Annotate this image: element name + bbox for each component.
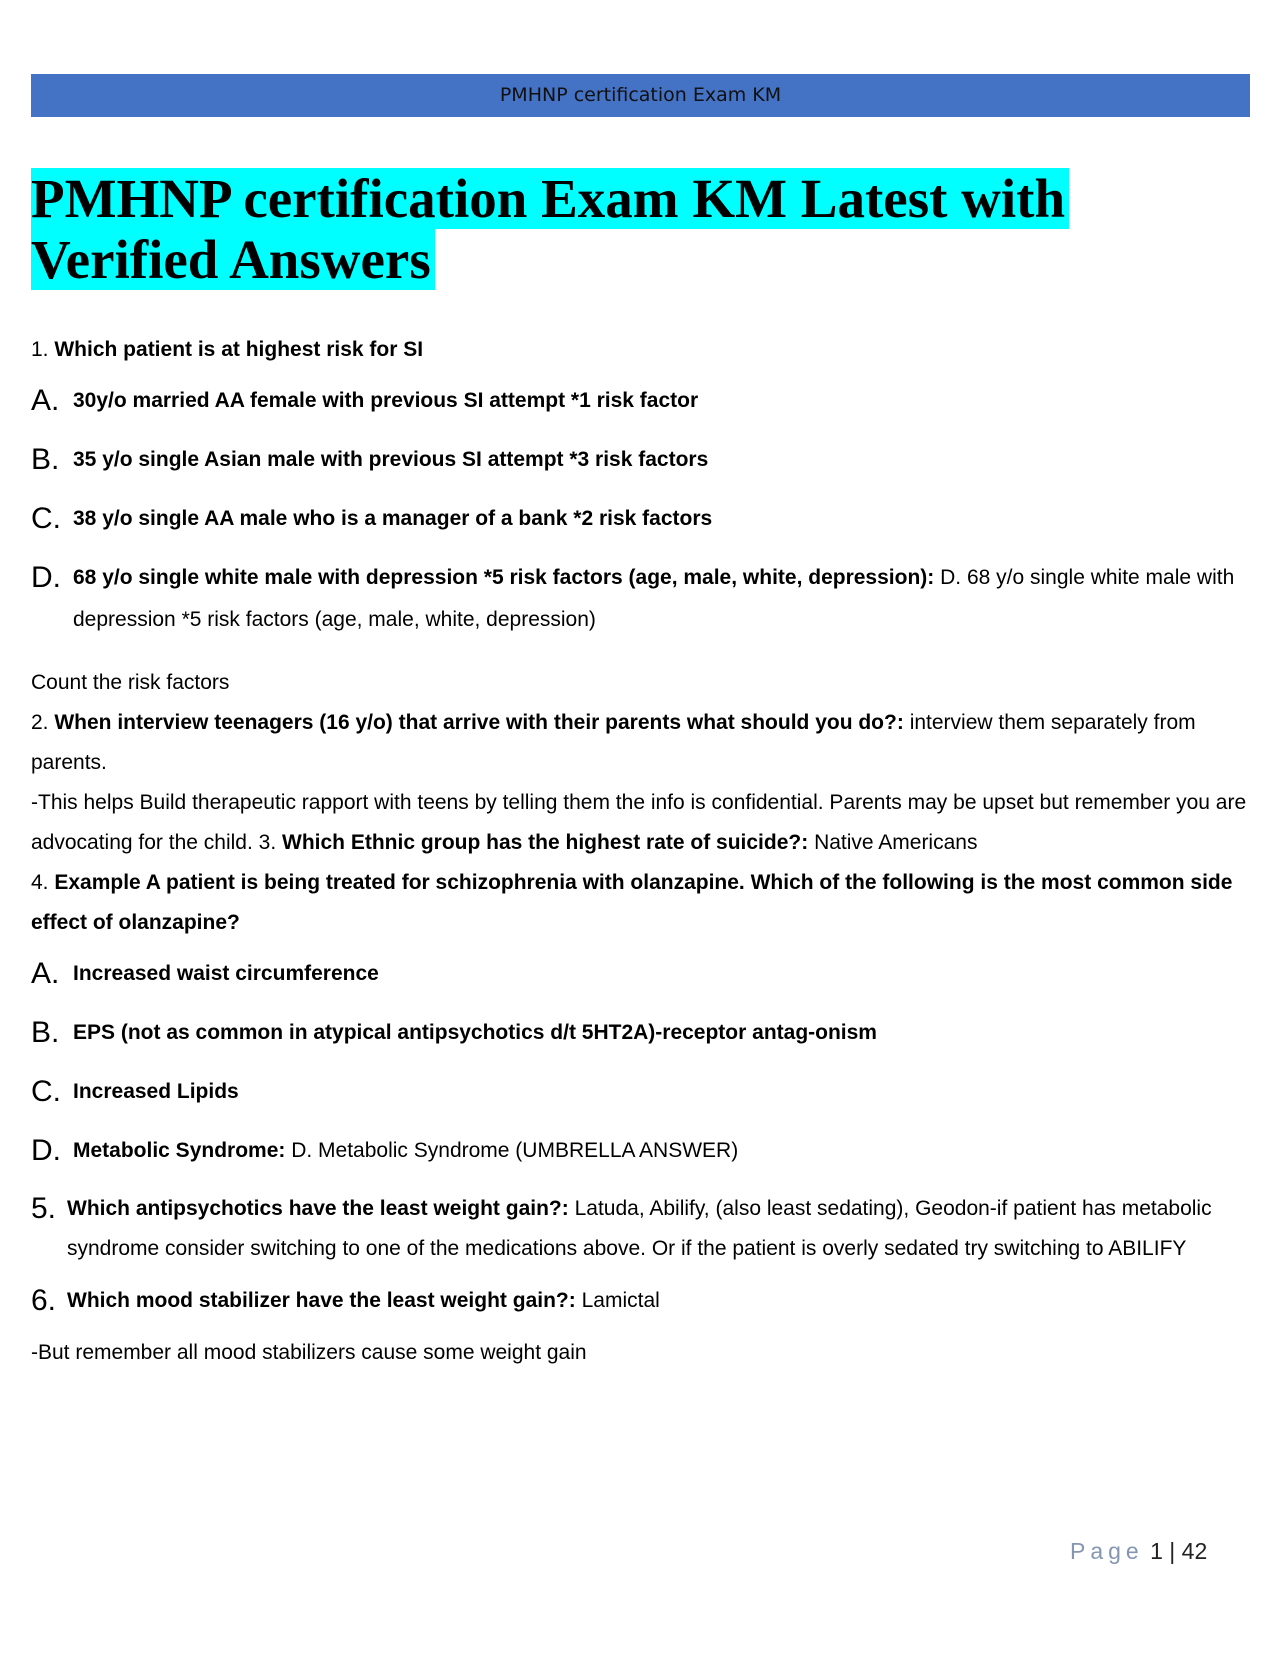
question-6-text: Which mood stabilizer have the least weight gain?: bbox=[67, 1289, 576, 1312]
q1-option-c: C. 38 y/o single AA male who is a manager of a bank *2 risk factors bbox=[31, 498, 1250, 540]
q1-answer: D. 68 y/o single white male with depression *5 risk factors (age, male, white, depression) bbox=[73, 566, 1235, 631]
question-2: 2. When interview teenagers (16 y/o) that arrive with their parents what should you do?: interview them separately from parents. bbox=[31, 711, 1196, 774]
q4-option-c: C. Increased Lipids bbox=[31, 1071, 1250, 1113]
option-letter: B. bbox=[31, 443, 60, 476]
document-body bbox=[31, 330, 1250, 1373]
q6-note: -But remember all mood stabilizers cause some weight gain bbox=[31, 1341, 587, 1364]
document-title bbox=[31, 168, 1250, 290]
option-letter: D. bbox=[31, 561, 61, 594]
total-pages: 42 bbox=[1181, 1538, 1208, 1564]
question-2-text: When interview teenagers (16 y/o) that arrive with their parents what should you do?: bbox=[54, 711, 904, 734]
page-separator: | bbox=[1169, 1538, 1176, 1564]
question-5-text: Which antipsychotics have the least weight gain?: bbox=[67, 1197, 569, 1220]
question-3-text: Which Ethnic group has the highest rate of suicide?: bbox=[282, 831, 809, 854]
q4-option-b: B. EPS (not as common in atypical antipsychotics d/t 5HT2A)-receptor antag-onism bbox=[31, 1012, 1250, 1054]
current-page: 1 bbox=[1150, 1538, 1163, 1564]
question-4-text: Example A patient is being treated for schizophrenia with olanzapine. Which of the following is the most common side effect of olanzapine? bbox=[31, 871, 1233, 934]
q4-option-a: A. Increased waist circumference bbox=[31, 953, 1250, 995]
option-letter: C. bbox=[31, 1075, 61, 1108]
question-number: 5. bbox=[31, 1192, 57, 1225]
question-1: 1. Which patient is at highest risk for SI bbox=[31, 338, 424, 361]
question-number: 6. bbox=[31, 1284, 57, 1317]
page-header: PMHNP certification Exam KM bbox=[31, 74, 1250, 117]
option-letter: A. bbox=[31, 384, 60, 417]
page-number-footer bbox=[1070, 1538, 1207, 1565]
page-label: Page bbox=[1070, 1538, 1144, 1564]
title-line-2: Verified Answers bbox=[31, 229, 435, 290]
option-letter: C. bbox=[31, 502, 61, 535]
question-6 bbox=[31, 1281, 1250, 1321]
q1-note: Count the risk factors bbox=[31, 671, 230, 694]
q4-option-d: D. Metabolic Syndrome: D. Metabolic Syndrome (UMBRELLA ANSWER) bbox=[31, 1130, 1250, 1172]
question-5 bbox=[31, 1189, 1250, 1269]
q3-answer: Native Americans bbox=[814, 831, 978, 854]
q4-answer: D. Metabolic Syndrome (UMBRELLA ANSWER) bbox=[291, 1139, 739, 1162]
option-letter: B. bbox=[31, 1016, 60, 1049]
q1-option-b: B. 35 y/o single Asian male with previous SI attempt *3 risk factors bbox=[31, 439, 1250, 481]
option-letter: A. bbox=[31, 957, 60, 990]
q2-note: -This helps Build therapeutic rapport with teens by telling them the info is confidential. Parents may be upset but remember you are advocating for the child. bbox=[31, 791, 1247, 854]
q5-answer: Latuda, Abilify, (also least sedating), Geodon-if patient has metabolic syndrome consider switching to one of the medications above. Or if the patient is overly sedated try switching to ABILIFY bbox=[67, 1197, 1212, 1260]
option-letter: D. bbox=[31, 1134, 61, 1167]
q2-answer: interview them separately from parents. bbox=[31, 711, 1196, 774]
q2-note-paragraph: -This helps Build therapeutic rapport with teens by telling them the info is confidential. Parents may be upset but remember you are advocating for the child. 3. Which Ethnic group has the highest rate of suicide?: Native Americans bbox=[31, 791, 1247, 854]
question-4: 4. Example A patient is being treated for schizophrenia with olanzapine. Which of the following is the most common side effect of olanzapine? bbox=[31, 871, 1233, 934]
q1-option-a: A. 30y/o married AA female with previous SI attempt *1 risk factor bbox=[31, 380, 1250, 422]
question-1-text: Which patient is at highest risk for SI bbox=[54, 338, 424, 361]
q1-option-d: D. 68 y/o single white male with depression *5 risk factors (age, male, white, depression): D. 68 y/o single white male with depression *5 risk factors (age, male, white, depression) bbox=[31, 557, 1250, 641]
title-line-1: PMHNP certification Exam KM Latest with bbox=[31, 168, 1069, 229]
q6-answer: Lamictal bbox=[581, 1289, 660, 1312]
